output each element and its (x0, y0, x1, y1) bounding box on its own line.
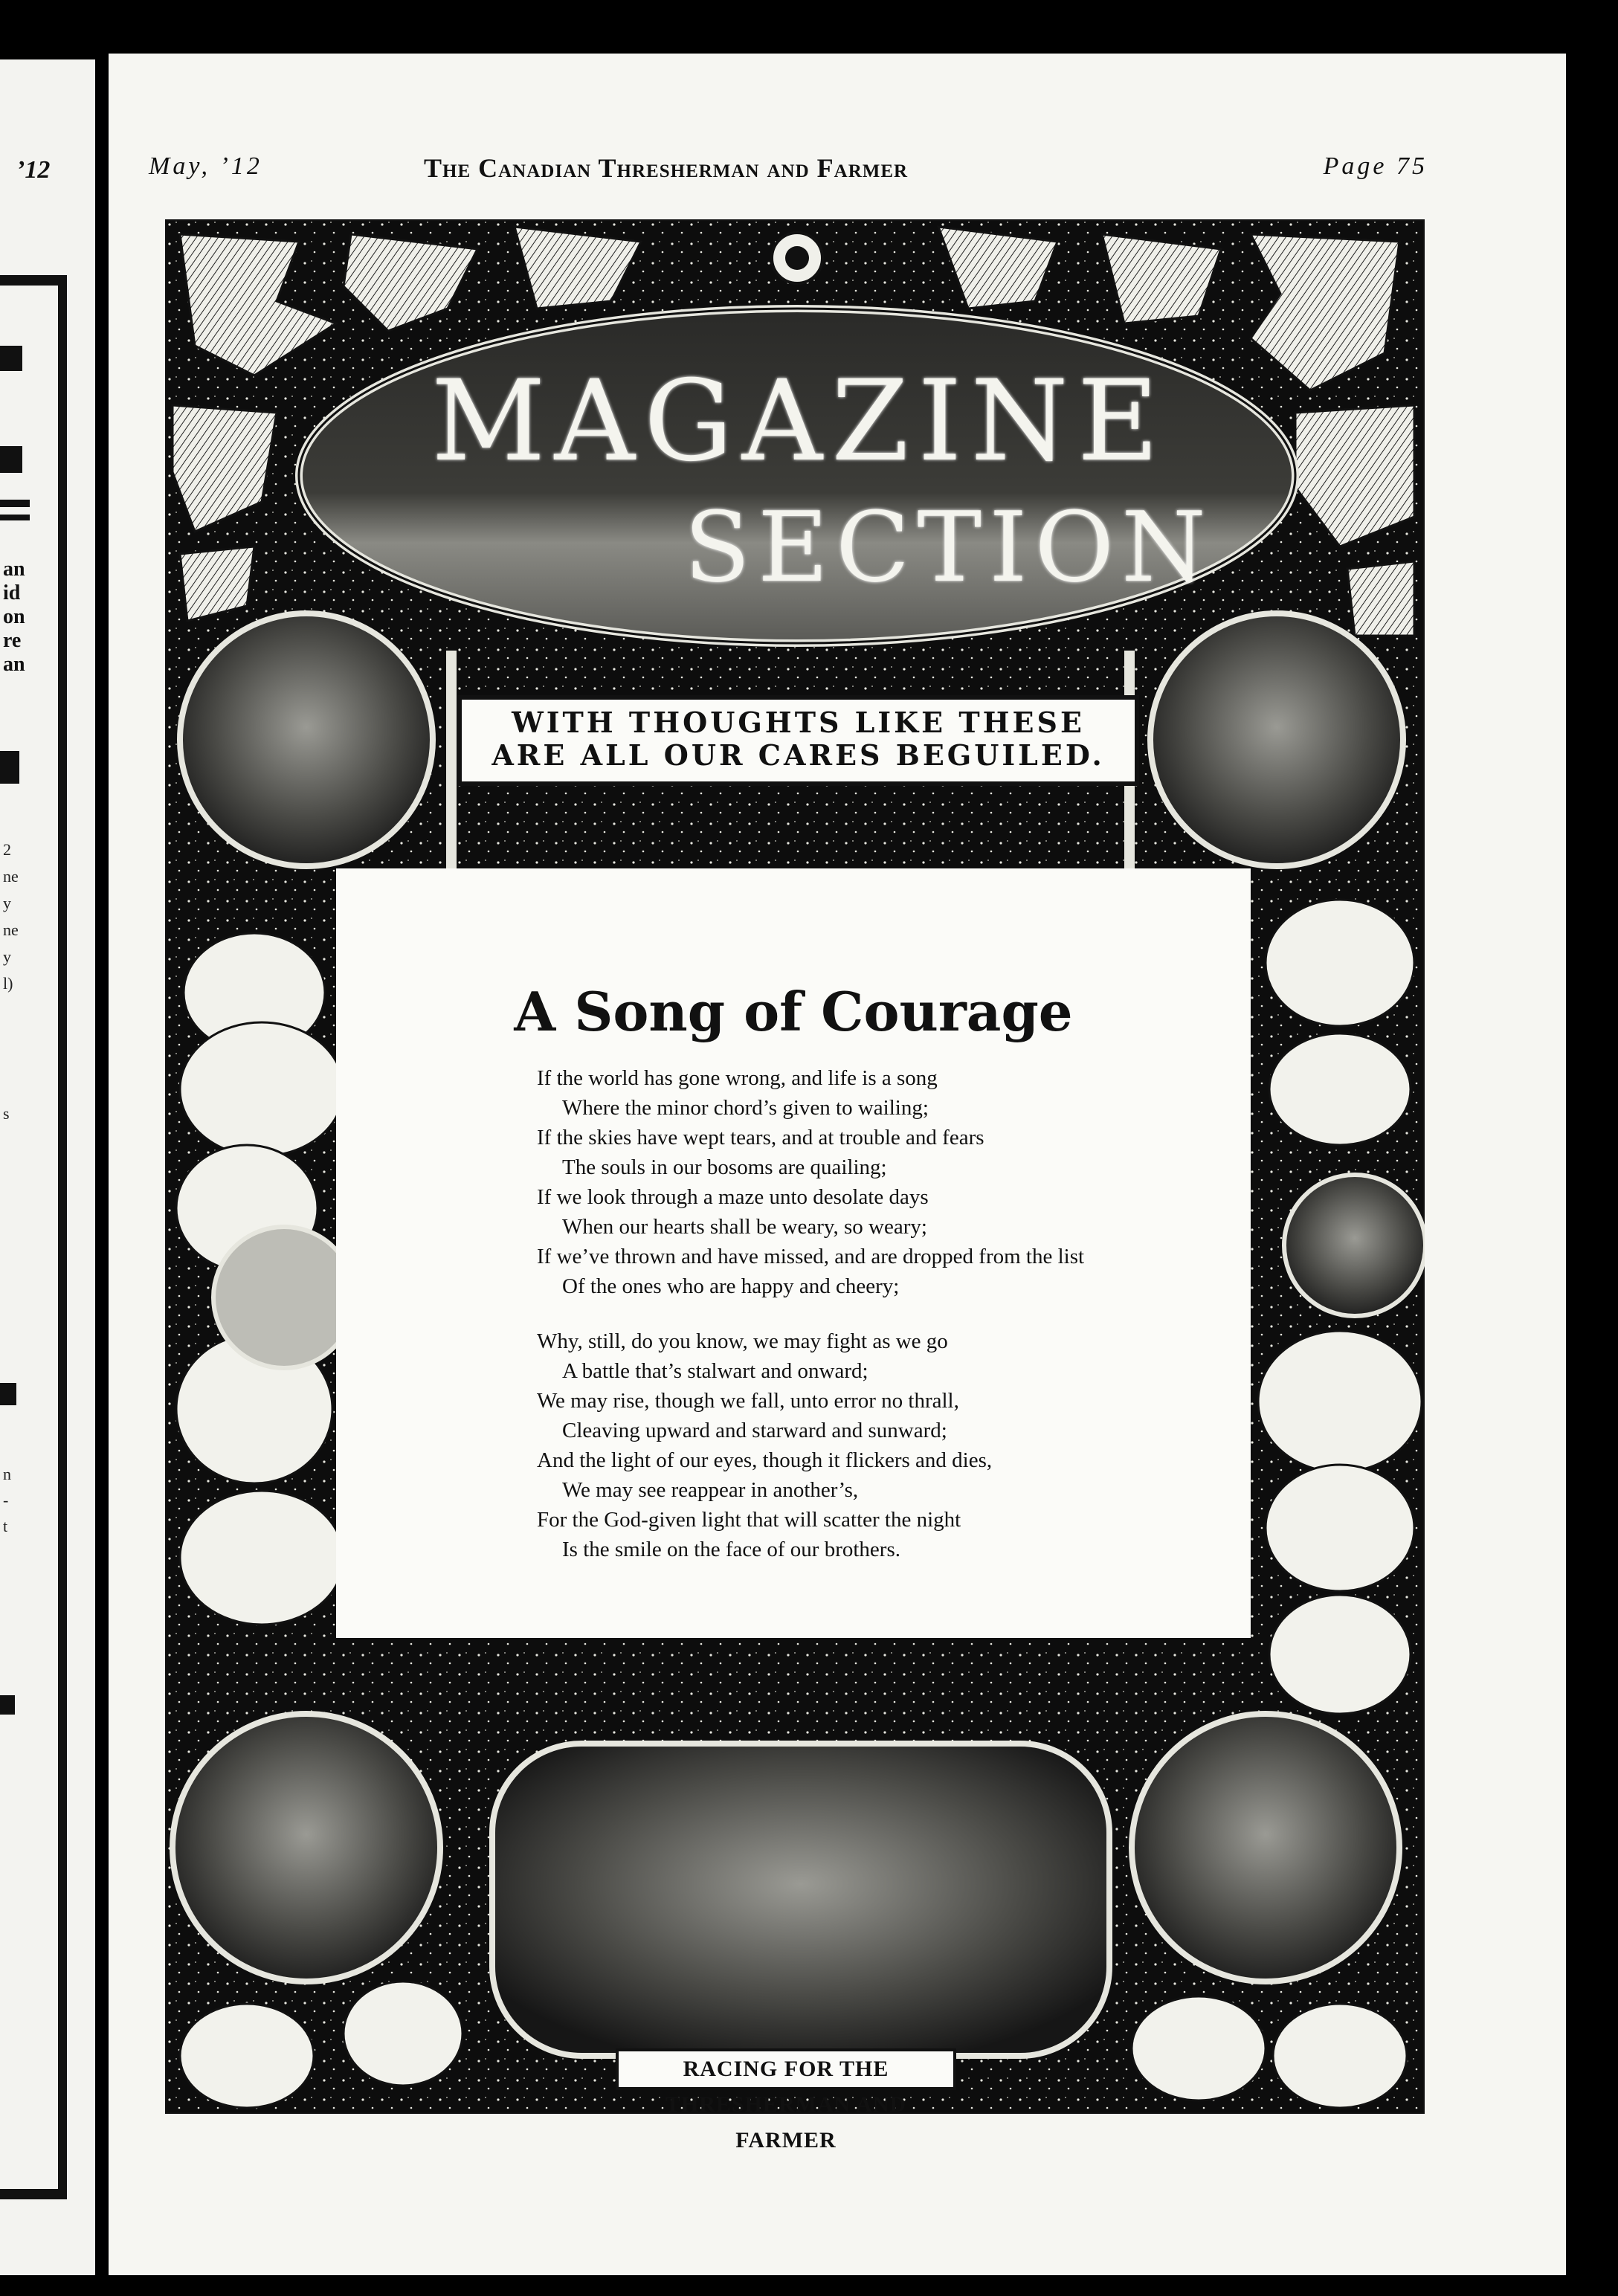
poem-line: If the skies have wept tears, and at trouble and fears (537, 1126, 984, 1149)
poem-line: And the light of our eyes, though it flickers and dies, (537, 1448, 993, 1472)
poem-line: Why, still, do you know, we may fight as we go (537, 1329, 948, 1353)
left-page-year: ’12 (16, 156, 51, 184)
poem-line: Of the ones who are happy and cheery; (562, 1274, 900, 1298)
poem-title: A Song of Courage (514, 980, 1073, 1043)
poem-line: If the world has gone wrong, and life is a song (537, 1066, 938, 1090)
photo-caption: RACING FOR THE THRESHERMAN AND FARMER (665, 2057, 907, 2152)
poem-line: Where the minor chord’s given to wailing; (562, 1096, 929, 1120)
poem-panel (336, 868, 1251, 1638)
poem-line: A battle that’s stalwart and onward; (562, 1359, 868, 1383)
poem-line: Is the smile on the face of our brothers. (562, 1538, 900, 1561)
left-page-bar (0, 500, 30, 507)
left-page-bar (0, 1695, 15, 1715)
left-page-fragment: n (3, 1465, 11, 1483)
left-page-bar (0, 1383, 16, 1405)
motto-line: ARE ALL OUR CARES BEGUILED. (491, 738, 1105, 772)
banner-title-line2: SECTION (684, 491, 1214, 604)
left-page-bar (0, 446, 22, 473)
left-page-fragment: y (3, 947, 11, 966)
stanza-break (537, 1301, 1206, 1326)
left-page-fragment: re (3, 629, 22, 652)
banner-title-line1: MAGAZINE (431, 357, 1168, 486)
left-page-bar (0, 515, 30, 520)
left-page-bar (0, 346, 22, 371)
left-page-fragment: s (3, 1104, 10, 1123)
photo-caption-plaque (616, 2048, 956, 2152)
left-page-fragment: l) (3, 974, 13, 993)
poem-line: If we’ve thrown and have missed, and are dropped from the list (537, 1245, 1085, 1268)
poem-line: The souls in our bosoms are quailing; (562, 1155, 887, 1179)
motto-plaque (457, 695, 1139, 786)
poem-line: We may see reappear in another’s, (562, 1478, 859, 1502)
left-page-bar (0, 751, 19, 784)
poem-line: For the God-given light that will scatter the night (537, 1508, 961, 1532)
left-page-fragment: an (3, 558, 25, 581)
issue-date: May, ’12 (149, 152, 262, 180)
left-page-fragment: ne (3, 867, 19, 886)
page-number: Page 75 (1323, 152, 1428, 180)
poem-line: We may rise, though we fall, unto error no thrall, (537, 1389, 959, 1413)
left-page-fragment: - (3, 1491, 9, 1509)
left-page-edge (0, 59, 95, 2283)
left-page-fragment: y (3, 894, 11, 912)
poem-line: When our hearts shall be weary, so weary; (562, 1215, 927, 1239)
running-head (149, 152, 1428, 182)
left-page-fragment: ne (3, 920, 19, 939)
scan-margin (0, 2275, 1618, 2296)
left-page-fragment: 2 (3, 840, 11, 859)
left-page-fragment: on (3, 605, 25, 628)
left-page-fragment: id (3, 581, 21, 604)
left-page-fragment: t (3, 1517, 8, 1535)
poem-body (537, 1063, 1206, 1564)
left-page-fragment: an (3, 653, 25, 676)
poem-line: If we look through a maze unto desolate days (537, 1185, 929, 1209)
poem-line: Cleaving upward and starward and sunward; (562, 1419, 947, 1442)
motto-line: WITH THOUGHTS LIKE THESE (512, 706, 1085, 739)
publication-title: The Canadian Thresherman and Farmer (424, 153, 909, 183)
